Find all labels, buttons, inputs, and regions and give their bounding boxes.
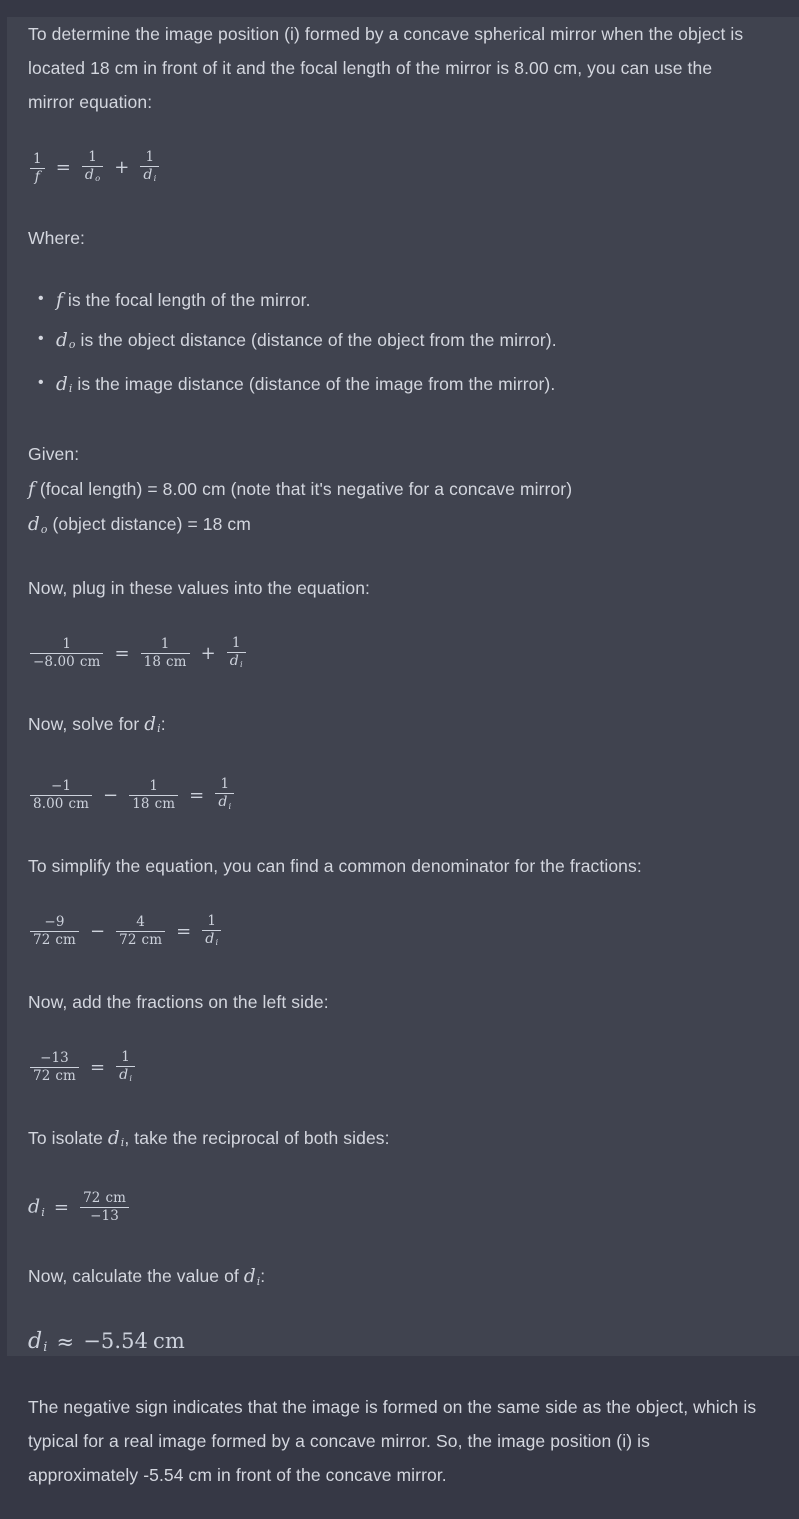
bullet-item-image-distance <box>40 365 759 409</box>
equation-substituted: $\frac{1}{-8.00 cm}$ = $\frac{1}{18 cm}$ + $\frac{1}{di}$ <box>28 631 759 677</box>
paragraph-simplify: To simplify the equation, you can find a common denominator for the fractions: <box>28 855 642 876</box>
paragraph-conclusion: The negative sign indicates that the image is formed on the same side as the object, which is typical for a real image formed by a concave mirror. So, the image position (i) is approximately -5.54 cm in front of the concave mirror. <box>28 1397 757 1486</box>
given-focal-length: f (focal length) = 8.00 cm (note that it's negative for a concave mirror) <box>28 478 573 500</box>
equation-mirror-formula: $\frac{1}{f}$ = $\frac{1}{do}$ + $\frac{1}{di}$ <box>28 145 759 191</box>
bullet-text: di is the image distance (distance of the image from the mirror). <box>56 373 556 396</box>
paragraph-solve: Now, solve for di: <box>28 713 166 736</box>
bullet-item-object-distance <box>40 321 759 365</box>
given-label: Given: <box>28 443 80 464</box>
chat-message-panel <box>0 17 799 1486</box>
assistant-message <box>0 17 799 1519</box>
bullet-text: f is the focal length of the mirror. <box>56 290 311 312</box>
paragraph-where: Where: <box>28 228 86 249</box>
paragraph-calculate: Now, calculate the value of di: <box>28 1266 266 1289</box>
equation-common-denominator: $\frac{-9}{72 cm}$ − $\frac{4}{72 cm}$ = $\frac{1}{di}$ <box>28 909 759 955</box>
equation-combined: $\frac{-13}{72 cm}$ = $\frac{1}{di}$ <box>28 1045 759 1091</box>
bullet-item-focal-length <box>40 281 759 321</box>
paragraph-isolate: To isolate di, take the reciprocal of both sides: <box>28 1127 390 1150</box>
bullet-text: do is the object distance (distance of the object from the mirror). <box>56 329 557 352</box>
bullet-list <box>28 281 759 409</box>
given-object-distance: do (object distance) = 18 cm <box>28 513 251 536</box>
equation-result: di ≈ −5.54 cm <box>28 1329 185 1356</box>
equation-rearranged: $\frac{-1}{8.00 cm}$ − $\frac{1}{18 cm}$ = $\frac{1}{di}$ <box>28 772 759 818</box>
equation-reciprocal: di = $\frac{72 cm}{-13}$ <box>28 1186 759 1229</box>
paragraph-add: Now, add the fractions on the left side: <box>28 991 329 1012</box>
paragraph-intro: To determine the image position (i) formed by a concave spherical mirror when the object is located 18 cm in front of it and the focal length of the mirror is 8.00 cm, you can use the mirror equation: <box>28 24 744 112</box>
paragraph-given <box>28 437 759 547</box>
paragraph-plug: Now, plug in these values into the equation: <box>28 577 370 598</box>
